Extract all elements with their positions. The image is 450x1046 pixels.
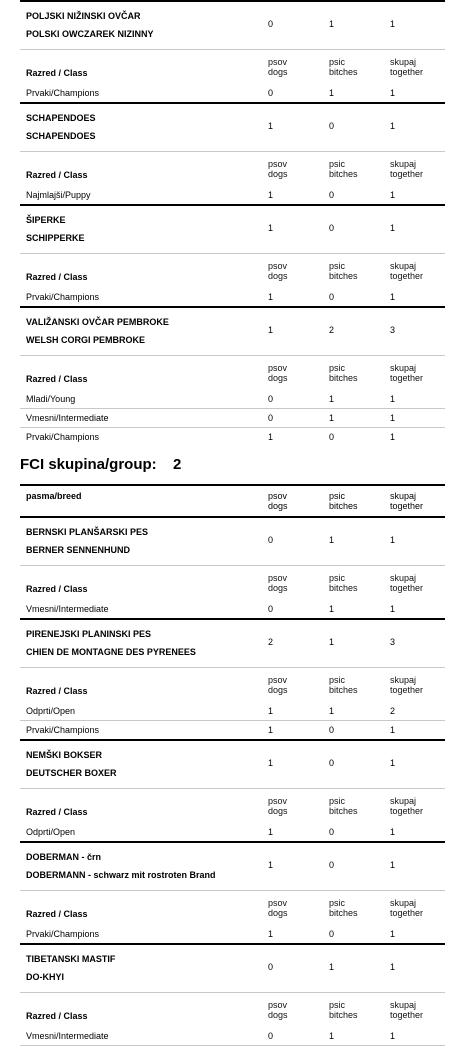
- class-bitches-count: 0: [329, 432, 335, 442]
- class-together-count: 1: [390, 827, 396, 837]
- class-bitches-count: 0: [329, 929, 335, 939]
- class-together-count: 1: [390, 413, 396, 423]
- breed-name-local: NEMŠKI BOKSER: [26, 750, 103, 760]
- breed-name-intl: DOBERMANN - schwarz mit rostroten Brand: [26, 870, 216, 880]
- breed-dogs-count: 2: [268, 637, 274, 647]
- dogs-header: psov dogs: [268, 573, 288, 593]
- together-header: skupaj together: [390, 159, 424, 179]
- breed-name-local: DOBERMAN - črn: [26, 852, 102, 862]
- breed-dogs-count: 0: [268, 535, 274, 545]
- dogs-header: psov dogs: [268, 261, 288, 281]
- together-header: skupaj together: [390, 491, 424, 511]
- breed-dogs-count: 1: [268, 758, 274, 768]
- class-row: [0, 702, 450, 720]
- class-name: Odprti/Open: [26, 706, 76, 716]
- class-name: Prvaki/Champions: [26, 929, 100, 939]
- class-name: Prvaki/Champions: [26, 725, 100, 735]
- bitches-header: psic bitches: [329, 675, 358, 695]
- class-header: [0, 993, 450, 1027]
- breed-section-2: [0, 516, 450, 1046]
- class-name: Prvaki/Champions: [26, 432, 100, 442]
- breed-dogs-count: 1: [268, 860, 274, 870]
- class-header: [0, 254, 450, 288]
- dogs-header: psov dogs: [268, 1000, 288, 1020]
- class-row: [0, 600, 450, 618]
- class-bitches-count: 0: [329, 292, 335, 302]
- class-column-label: Razred / Class: [26, 807, 88, 817]
- together-header: skupaj together: [390, 898, 424, 918]
- class-column-label: Razred / Class: [26, 170, 88, 180]
- class-bitches-count: 1: [329, 1031, 335, 1041]
- breed-bitches-count: 1: [329, 535, 335, 545]
- dogs-header: psov dogs: [268, 57, 288, 77]
- class-together-count: 1: [390, 929, 396, 939]
- class-column-label: Razred / Class: [26, 272, 88, 282]
- class-together-count: 1: [390, 88, 396, 98]
- breed-together-count: 1: [390, 860, 396, 870]
- class-dogs-count: 0: [268, 394, 274, 404]
- breed-header: [0, 843, 450, 890]
- class-row: [0, 721, 450, 739]
- together-header: skupaj together: [390, 1000, 424, 1020]
- class-together-count: 1: [390, 1031, 396, 1041]
- breed-dogs-count: 0: [268, 962, 274, 972]
- breed-dogs-count: 1: [268, 325, 274, 335]
- breed-name-intl: SCHIPPERKE: [26, 233, 85, 243]
- bitches-header: psic bitches: [329, 1000, 358, 1020]
- class-row: [0, 1027, 450, 1045]
- class-together-count: 1: [390, 725, 396, 735]
- class-name: Odprti/Open: [26, 827, 76, 837]
- class-dogs-count: 1: [268, 190, 274, 200]
- breed-header: [0, 741, 450, 788]
- breed-name-local: ŠIPERKE: [26, 215, 66, 225]
- class-dogs-count: 0: [268, 604, 274, 614]
- bitches-header: psic bitches: [329, 898, 358, 918]
- class-together-count: 1: [390, 604, 396, 614]
- breed-bitches-count: 0: [329, 860, 335, 870]
- breed-name-local: TIBETANSKI MASTIF: [26, 954, 116, 964]
- breed-dogs-count: 1: [268, 121, 274, 131]
- together-header: skupaj together: [390, 796, 424, 816]
- class-row: [0, 428, 450, 446]
- class-column-label: Razred / Class: [26, 1011, 88, 1021]
- group-number: 2: [173, 456, 182, 473]
- class-name: Prvaki/Champions: [26, 88, 100, 98]
- class-bitches-count: 1: [329, 394, 335, 404]
- class-row: [0, 823, 450, 841]
- class-dogs-count: 1: [268, 432, 274, 442]
- class-column-label: Razred / Class: [26, 686, 88, 696]
- class-name: Mladi/Young: [26, 394, 76, 404]
- breed-name-intl: DO-KHYI: [26, 972, 64, 982]
- breed-name-intl: DEUTSCHER BOXER: [26, 768, 117, 778]
- class-column-label: Razred / Class: [26, 909, 88, 919]
- breed-name-intl: CHIEN DE MONTAGNE DES PYRENEES: [26, 647, 196, 657]
- class-column-label: Razred / Class: [26, 374, 88, 384]
- class-row: [0, 409, 450, 427]
- class-row: [0, 84, 450, 102]
- class-bitches-count: 1: [329, 88, 335, 98]
- together-header: skupaj together: [390, 57, 424, 77]
- breed-together-count: 1: [390, 535, 396, 545]
- breed-header: [0, 945, 450, 992]
- breed-name-local: BERNSKI PLANŠARSKI PES: [26, 527, 149, 537]
- breed-bitches-count: 1: [329, 19, 335, 29]
- class-header: [0, 789, 450, 823]
- class-header: [0, 50, 450, 84]
- class-dogs-count: 1: [268, 725, 274, 735]
- bitches-header: psic bitches: [329, 573, 358, 593]
- breed-header: [0, 2, 450, 49]
- class-header: [0, 668, 450, 702]
- breed-bitches-count: 0: [329, 223, 335, 233]
- breed-name-intl: BERNER SENNENHUND: [26, 545, 131, 555]
- breed-bitches-count: 1: [329, 637, 335, 647]
- group-title-label: FCI skupina/group:: [20, 456, 157, 473]
- bitches-header: psic bitches: [329, 363, 358, 383]
- breed-name-intl: SCHAPENDOES: [26, 131, 96, 141]
- class-header: [0, 152, 450, 186]
- breed-together-count: 1: [390, 19, 396, 29]
- class-dogs-count: 0: [268, 88, 274, 98]
- class-dogs-count: 1: [268, 929, 274, 939]
- class-bitches-count: 1: [329, 413, 335, 423]
- breed-together-count: 1: [390, 962, 396, 972]
- class-dogs-count: 0: [268, 1031, 274, 1041]
- breed-name-local: SCHAPENDOES: [26, 113, 96, 123]
- breed-name-intl: POLSKI OWCZAREK NIZINNY: [26, 29, 154, 39]
- class-name: Vmesni/Intermediate: [26, 1031, 109, 1041]
- together-header: skupaj together: [390, 675, 424, 695]
- breed-name-local: PIRENEJSKI PLANINSKI PES: [26, 629, 152, 639]
- breed-together-count: 3: [390, 637, 396, 647]
- class-dogs-count: 1: [268, 292, 274, 302]
- class-name: Prvaki/Champions: [26, 292, 100, 302]
- breed-header: [0, 308, 450, 355]
- class-bitches-count: 1: [329, 604, 335, 614]
- class-row: [0, 925, 450, 943]
- class-header: [0, 891, 450, 925]
- class-header: [0, 566, 450, 600]
- breed-header: [0, 518, 450, 565]
- dogs-header: psov dogs: [268, 675, 288, 695]
- class-column-label: Razred / Class: [26, 68, 88, 78]
- breed-together-count: 1: [390, 223, 396, 233]
- class-bitches-count: 1: [329, 706, 335, 716]
- breed-bitches-count: 1: [329, 962, 335, 972]
- dogs-header: psov dogs: [268, 159, 288, 179]
- class-together-count: 1: [390, 190, 396, 200]
- class-dogs-count: 0: [268, 413, 274, 423]
- breed-dogs-count: 1: [268, 223, 274, 233]
- dogs-header: psov dogs: [268, 363, 288, 383]
- dogs-header: psov dogs: [268, 491, 288, 511]
- class-together-count: 1: [390, 292, 396, 302]
- breed-bitches-count: 2: [329, 325, 335, 335]
- together-header: skupaj together: [390, 261, 424, 281]
- breed-header: [0, 620, 450, 667]
- class-dogs-count: 1: [268, 706, 274, 716]
- class-name: Vmesni/Intermediate: [26, 604, 109, 614]
- class-row: [0, 288, 450, 306]
- breed-column-header: [0, 486, 450, 516]
- class-header: [0, 356, 450, 390]
- class-name: Najmlajši/Puppy: [26, 190, 91, 200]
- breed-column-label: pasma/breed: [26, 491, 82, 501]
- dogs-header: psov dogs: [268, 796, 288, 816]
- class-name: Vmesni/Intermediate: [26, 413, 109, 423]
- breed-dogs-count: 0: [268, 19, 274, 29]
- group-title: [0, 446, 450, 484]
- bitches-header: psic bitches: [329, 796, 358, 816]
- class-together-count: 2: [390, 706, 396, 716]
- breed-together-count: 3: [390, 325, 396, 335]
- class-bitches-count: 0: [329, 725, 335, 735]
- class-together-count: 1: [390, 394, 396, 404]
- breed-bitches-count: 0: [329, 758, 335, 768]
- class-row: [0, 390, 450, 408]
- bitches-header: psic bitches: [329, 261, 358, 281]
- breed-name-local: POLJSKI NIŽINSKI OVČAR: [26, 11, 141, 21]
- breed-name-intl: WELSH CORGI PEMBROKE: [26, 335, 146, 345]
- class-dogs-count: 1: [268, 827, 274, 837]
- together-header: skupaj together: [390, 363, 424, 383]
- breed-name-local: VALIŽANSKI OVČAR PEMBROKE: [26, 317, 169, 327]
- breed-together-count: 1: [390, 758, 396, 768]
- class-bitches-count: 0: [329, 827, 335, 837]
- class-row: [0, 186, 450, 204]
- class-together-count: 1: [390, 432, 396, 442]
- breed-bitches-count: 0: [329, 121, 335, 131]
- together-header: skupaj together: [390, 573, 424, 593]
- breed-section-1: [0, 0, 450, 446]
- dogs-header: psov dogs: [268, 898, 288, 918]
- bitches-header: psic bitches: [329, 57, 358, 77]
- breed-header: [0, 104, 450, 151]
- bitches-header: psic bitches: [329, 159, 358, 179]
- class-column-label: Razred / Class: [26, 584, 88, 594]
- breed-together-count: 1: [390, 121, 396, 131]
- class-bitches-count: 0: [329, 190, 335, 200]
- breed-header: [0, 206, 450, 253]
- bitches-header: psic bitches: [329, 491, 358, 511]
